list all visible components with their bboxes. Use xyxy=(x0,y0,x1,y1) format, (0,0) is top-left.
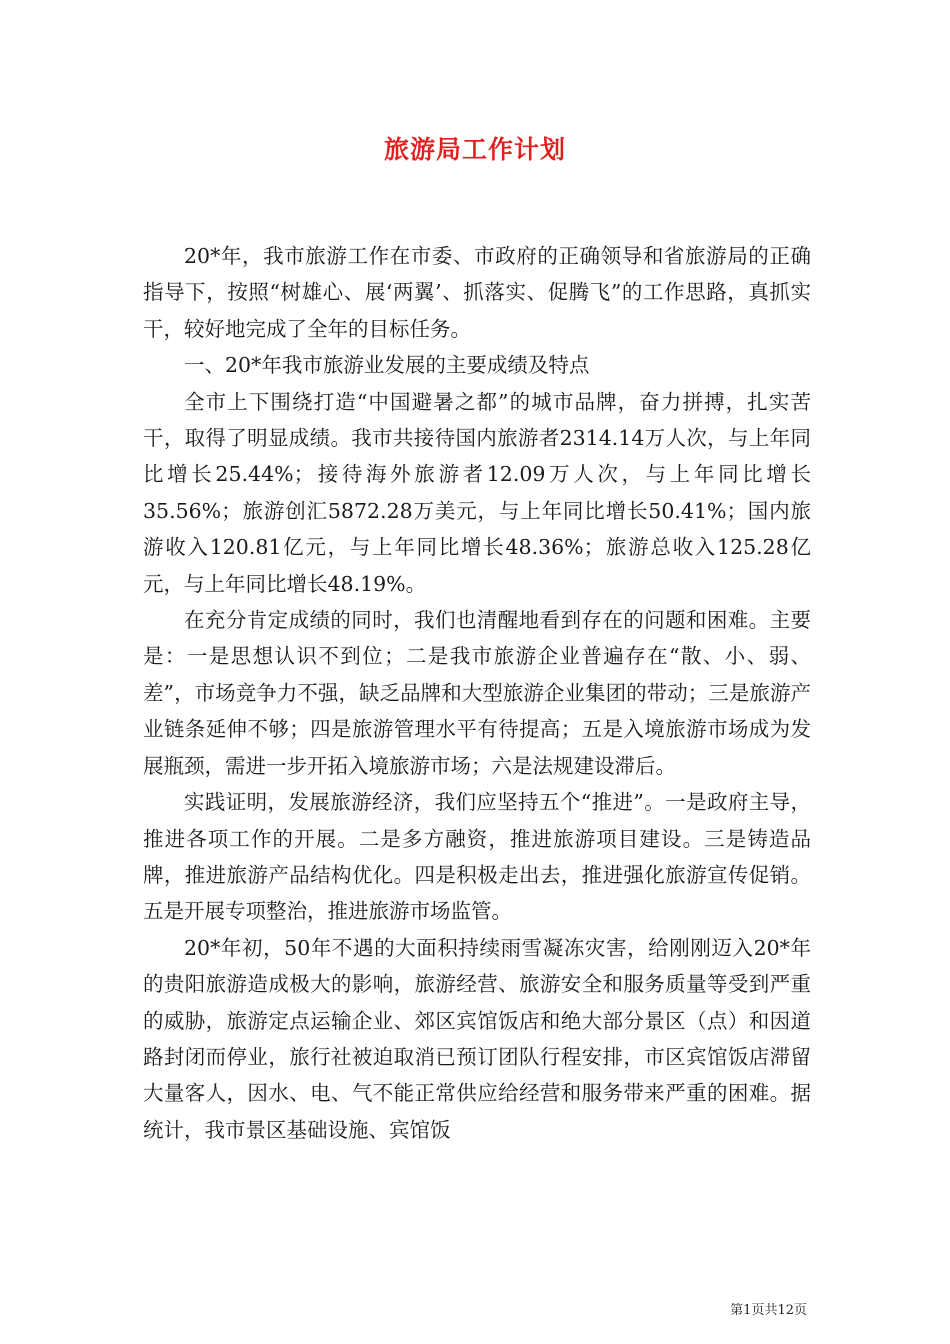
paragraph: 在充分肯定成绩的同时，我们也清醒地看到存在的问题和困难。主要是：一是思想认识不到位；二是我市旅游企业普遍存在“散、小、弱、差”，市场竞争力不强，缺乏品牌和大型旅游企业集团的带动；三是旅游产业链条延伸不够；四是旅游管理水平有待提高；五是入境旅游市场成为发展瓶颈，需进一步开拓入境旅游市场；六是法规建设滞后。 xyxy=(143,608,811,778)
page-number: 第1页共12页 xyxy=(730,1303,807,1318)
paragraph: 实践证明，发展旅游经济，我们应坚持五个“推进”。一是政府主导，推进各项工作的开展。二是多方融资，推进旅游项目建设。三是铸造品牌，推进旅游产品结构优化。四是积极走出去，推进强化旅游宣传促销。五是开展专项整治，推进旅游市场监管。 xyxy=(143,790,811,924)
paragraph: 全市上下围绕打造“中国避暑之都”的城市品牌，奋力拼搏，扎实苦干，取得了明显成绩。我市共接待国内旅游者2314.14万人次，与上年同比增长25.44%；接待海外旅游者12.09万人次，与上年同比增长35.56%；旅游创汇5872.28万美元，与上年同比增长50.41%；国内旅游收入120.81亿元，与上年同比增长48.36%；旅游总收入125.28亿元，与上年同比增长48.19%。 xyxy=(143,389,811,596)
document-body xyxy=(143,238,811,1148)
paragraph: 20*年，我市旅游工作在市委、市政府的正确领导和省旅游局的正确指导下，按照“树雄心、展‘两翼’、抓落实、促腾飞”的工作思路，真抓实干，较好地完成了全年的目标任务。 xyxy=(143,244,811,341)
paragraph: 20*年初，50年不遇的大面积持续雨雪凝冻灾害，给刚刚迈入20*年的贵阳旅游造成极大的影响，旅游经营、旅游安全和服务质量等受到严重的威胁，旅游定点运输企业、郊区宾馆饭店和绝大部分景区（点）和因道路封闭而停业，旅行社被迫取消已预订团队行程安排，市区宾馆饭店滞留大量客人，因水、电、气不能正常供应给经营和服务带来严重的困难。据统计，我市景区基础设施、宾馆饭 xyxy=(143,935,811,1142)
document-title: 旅游局工作计划 xyxy=(383,135,566,164)
section-heading: 一、20*年我市旅游业发展的主要成绩及特点 xyxy=(184,353,590,378)
